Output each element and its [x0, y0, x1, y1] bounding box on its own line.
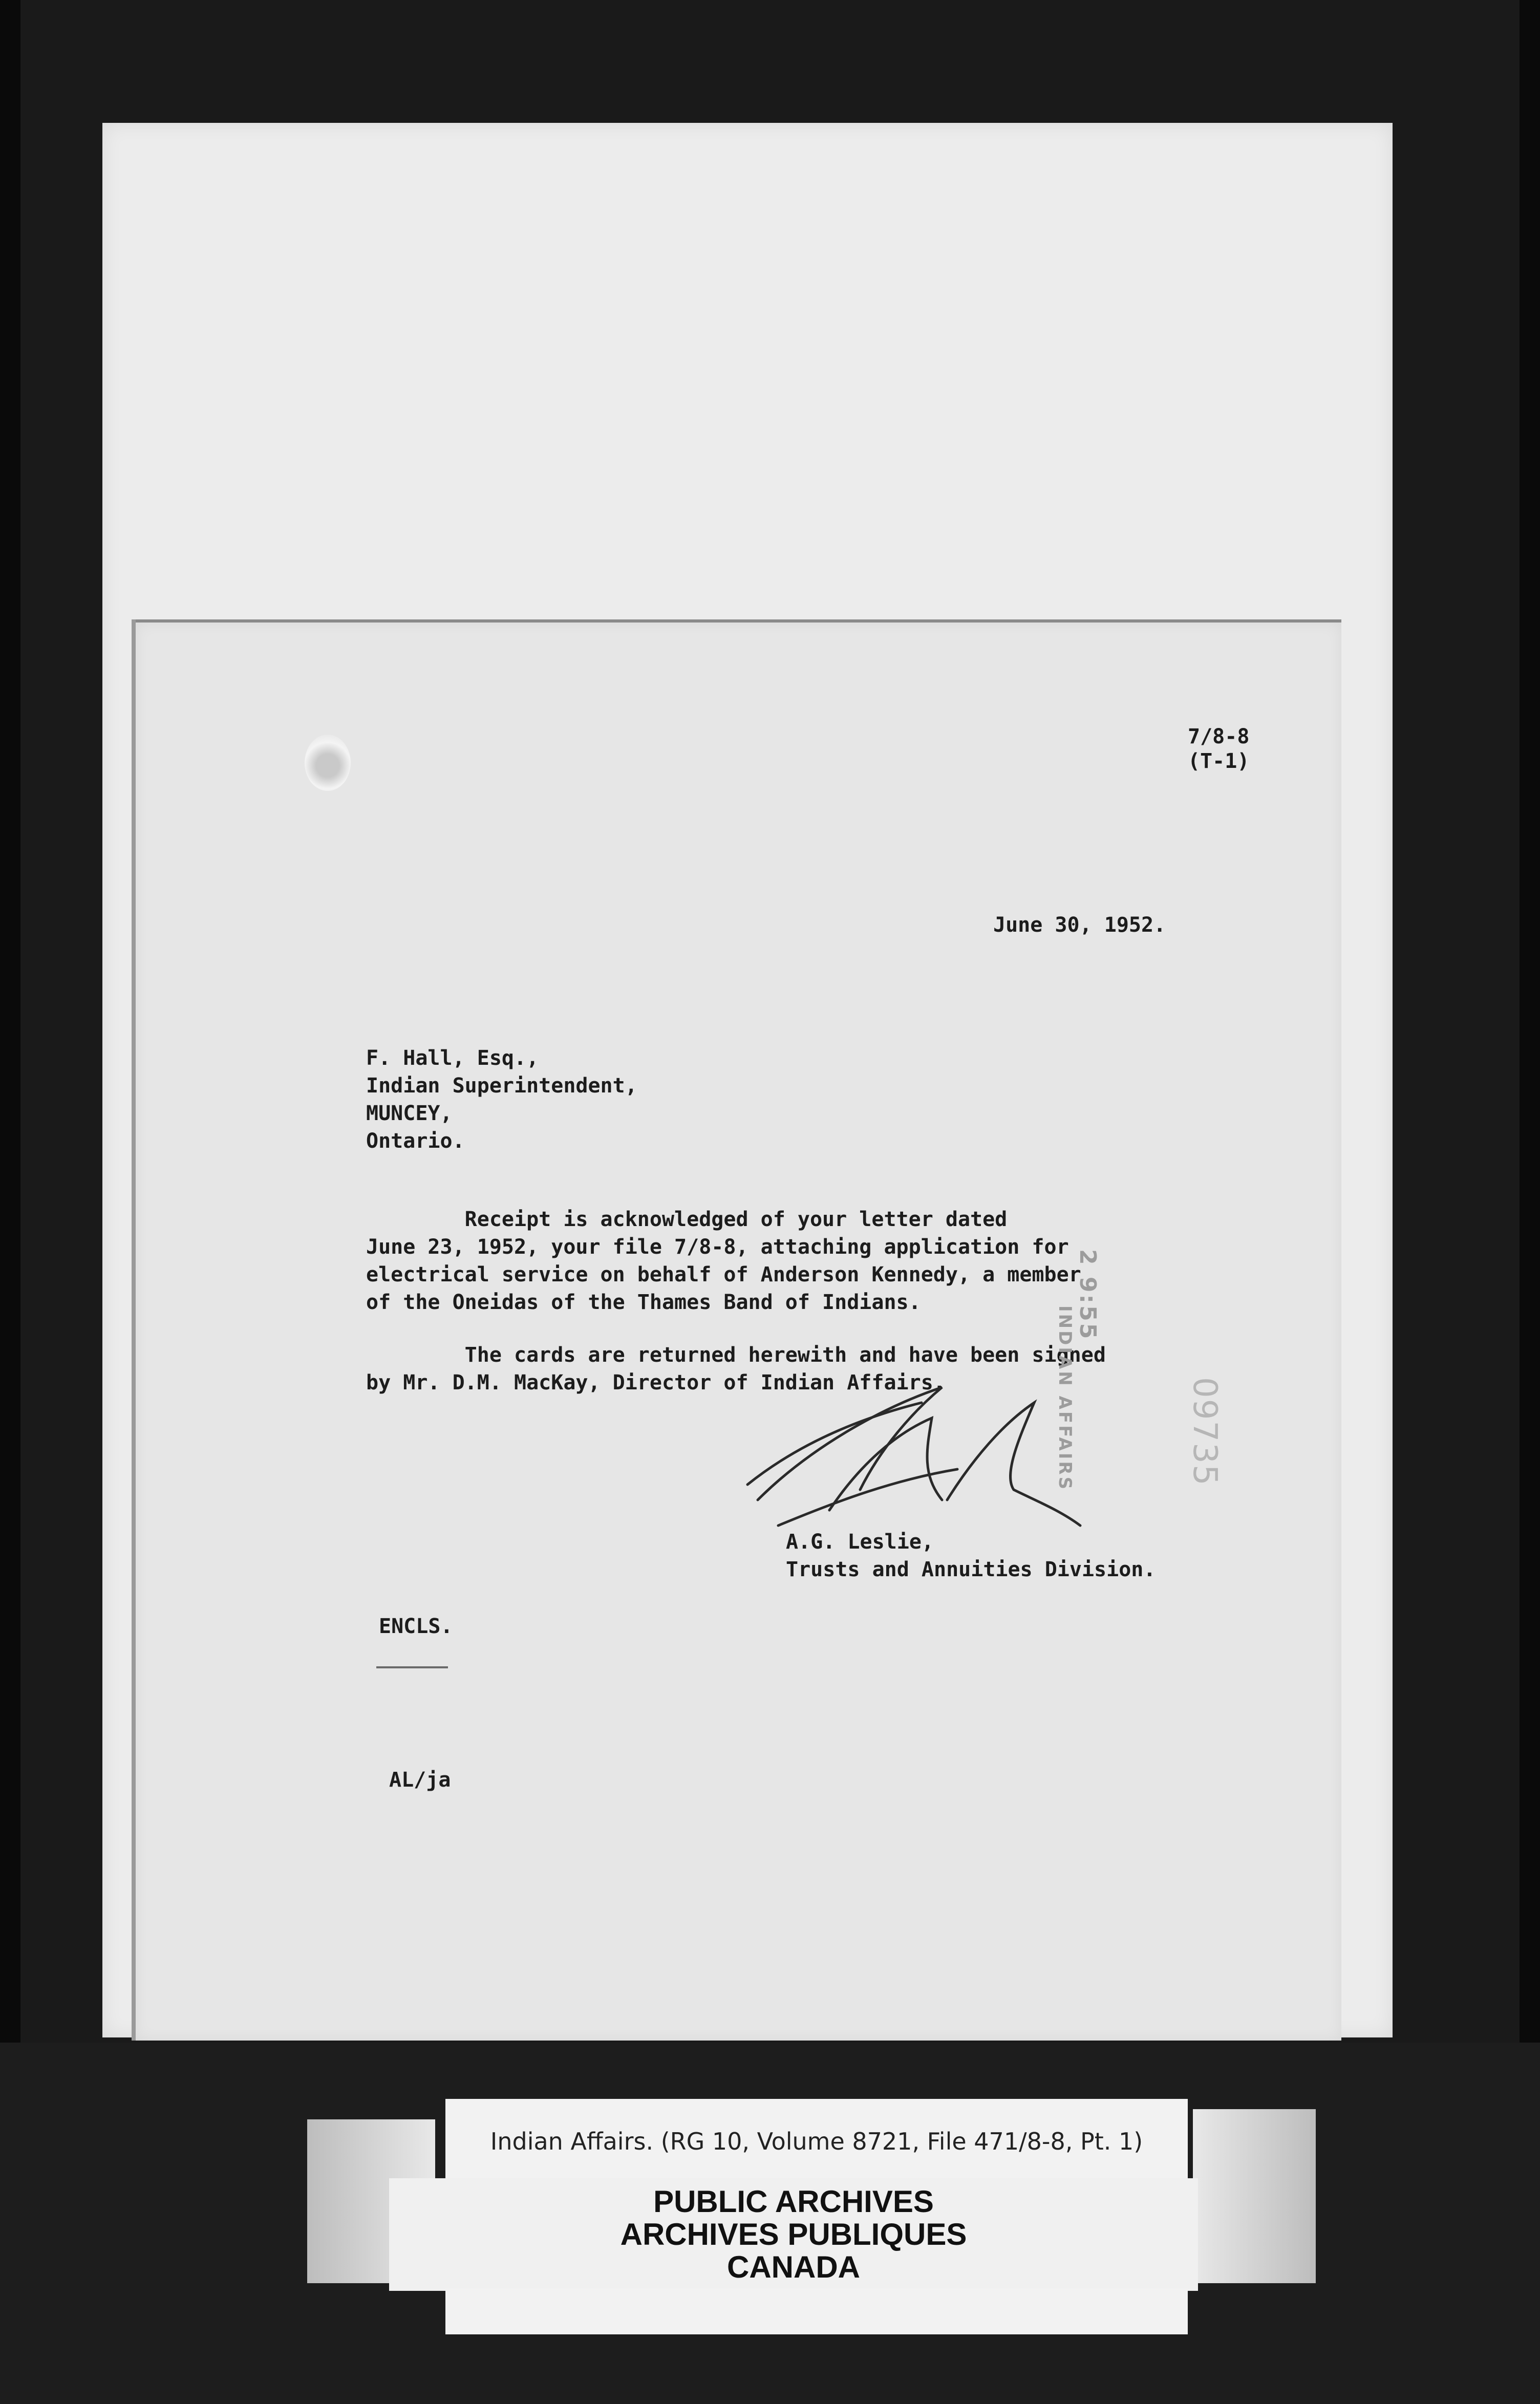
- label-tail: [445, 2288, 1188, 2334]
- paragraph-line: of the Oneidas of the Thames Band of Indians.: [366, 1291, 921, 1314]
- paragraph-line: Receipt is acknowledged of your letter dated: [366, 1208, 1008, 1231]
- file-reference: [1188, 724, 1249, 774]
- punch-hole: [305, 735, 351, 791]
- signatory-division: Trusts and Annuities Division.: [786, 1558, 1156, 1581]
- archives-line-english: PUBLIC ARCHIVES: [653, 2184, 934, 2219]
- stamp-time: 2 9:55: [1075, 1249, 1101, 1341]
- clip-right: [1193, 2109, 1316, 2283]
- addressee-province: Ontario.: [366, 1129, 465, 1153]
- typist-initials: AL/ja: [389, 1768, 451, 1792]
- archive-number: 09735: [1186, 1377, 1224, 1487]
- letter-date: June 30, 1952.: [993, 913, 1166, 937]
- handwritten-signature: [727, 1372, 1106, 1546]
- enclosures-note: ENCLS.: [379, 1615, 453, 1638]
- public-archives-label: [389, 2178, 1198, 2291]
- archives-line-country: CANADA: [727, 2250, 860, 2284]
- addressee-location: MUNCEY,: [366, 1102, 453, 1125]
- archive-reference-label: [445, 2099, 1188, 2183]
- signatory-name: A.G. Leslie,: [786, 1530, 934, 1554]
- paragraph-line: The cards are returned herewith and have been signed: [366, 1343, 1106, 1367]
- addressee-block: [366, 1044, 637, 1155]
- paragraph-line: electrical service on behalf of Anderson Kennedy, a member: [366, 1263, 1081, 1286]
- archives-line-french: ARCHIVES PUBLIQUES: [620, 2217, 967, 2251]
- file-reference-number: 7/8-8: [1188, 725, 1250, 748]
- addressee-title: Indian Superintendent,: [366, 1074, 637, 1098]
- file-reference-suffix: (T-1): [1188, 749, 1250, 773]
- paragraph-line: by Mr. D.M. MacKay, Director of Indian Affairs.: [366, 1371, 946, 1394]
- archive-reference-text: Indian Affairs. (RG 10, Volume 8721, File 471/8-8, Pt. 1): [490, 2127, 1143, 2155]
- addressee-name: F. Hall, Esq.,: [366, 1046, 539, 1070]
- body-paragraph-1: [366, 1206, 1081, 1316]
- signature-block: [786, 1528, 1156, 1583]
- divider-rule: [376, 1666, 448, 1668]
- paragraph-line: June 23, 1952, your file 7/8-8, attaching application for: [366, 1235, 1069, 1259]
- stamp-office: INDIAN AFFAIRS: [1055, 1305, 1075, 1492]
- letter-sheet: [136, 619, 1341, 2041]
